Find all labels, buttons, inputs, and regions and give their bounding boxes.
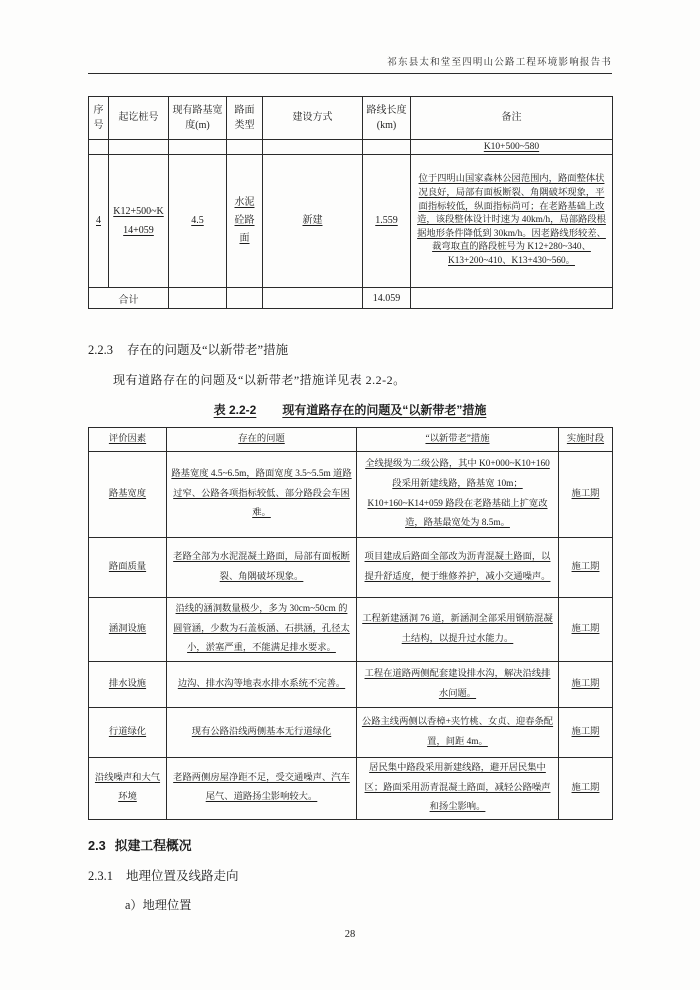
- empty-cell: [109, 140, 169, 155]
- cell-problem: 老路两侧房屋净距不足，受交通噪声、汽车尾气、道路扬尘影响较大。: [167, 758, 357, 820]
- cell-remark: 位于四明山国家森林公园范围内，路面整体状况良好，局部有面板断裂、角隅破坏现象，平面指标较低，纵面指标尚可；在老路基础上改造，该段整体设计时速为 40km/h，局部路段根据地形条件降低到 30km/h。因老路线形较差、裁弯取直的路段桩号为 K12+280~340、K13+200~410、K13+430~560。: [411, 155, 613, 288]
- cell-pavement: 水泥砼路面: [227, 155, 263, 288]
- section-heading-231: [88, 866, 612, 884]
- table2-caption: [88, 401, 612, 418]
- cell-problem: 路基宽度 4.5~6.5m，路面宽度 3.5~5.5m 道路过窄、公路各项指标较低、部分路段会车困难。: [167, 452, 357, 538]
- carryover-remark: K10+500~580: [411, 140, 613, 155]
- cell-problem: 边沟、排水沟等地表水排水系统不完善。: [167, 662, 357, 708]
- cell-factor: 行道绿化: [89, 708, 167, 758]
- cell-factor: 路基宽度: [89, 452, 167, 538]
- col-header-problem: 存在的问题: [167, 428, 357, 452]
- cell-period: 施工期: [559, 708, 613, 758]
- section-number: 2.3.1: [88, 868, 113, 883]
- cell-measure: 项目建成后路面全部改为沥青混凝土路面，以提升舒适度，便于维修养护，减小交通噪声。: [357, 538, 559, 598]
- col-header-build: 建设方式: [263, 97, 363, 140]
- table-row: [89, 598, 613, 662]
- cell-period: 施工期: [559, 662, 613, 708]
- cell-factor: 涵洞设施: [89, 598, 167, 662]
- table-row: [89, 538, 613, 598]
- empty-cell: [89, 140, 109, 155]
- cell-factor: 排水设施: [89, 662, 167, 708]
- table1-carryover-row: [89, 140, 613, 155]
- section-number: 2.3: [88, 837, 106, 853]
- cell-problem: 现有公路沿线两侧基本无行道绿化: [167, 708, 357, 758]
- table1-row-4: [89, 155, 613, 288]
- table1-header-row: [89, 97, 613, 140]
- section-heading-223: [88, 340, 612, 358]
- col-header-remark: 备注: [411, 97, 613, 140]
- section-title: 地理位置及线路走向: [126, 868, 239, 883]
- cell-width: 4.5: [169, 155, 227, 288]
- col-header-period: 实施时段: [559, 428, 613, 452]
- header-rule: [88, 73, 612, 74]
- problems-measures-table: [88, 427, 613, 820]
- table2-caption-title: 现有道路存在的问题及“以新带老”措施: [282, 403, 487, 417]
- section-title: 存在的问题及“以新带老”措施: [127, 343, 289, 357]
- body-paragraph: 现有道路存在的问题及“以新带老”措施详见表 2.2-2。: [113, 373, 406, 387]
- col-header-seq: 序号: [89, 97, 109, 140]
- road-section-table: [88, 96, 613, 309]
- table-row: [89, 708, 613, 758]
- empty-cell: [263, 140, 363, 155]
- empty-cell: [227, 288, 263, 309]
- cell-period: 施工期: [559, 598, 613, 662]
- section-title: 拟建工程概况: [114, 837, 192, 853]
- col-header-measure: “以新带老”措施: [357, 428, 559, 452]
- empty-cell: [169, 140, 227, 155]
- cell-build: 新建: [263, 155, 363, 288]
- empty-cell: [227, 140, 263, 155]
- empty-cell: [169, 288, 227, 309]
- cell-stake: K12+500~K14+059: [109, 155, 169, 288]
- cell-measure: 公路主线两侧以香樟+夹竹桃、女贞、迎春条配置，间距 4m。: [357, 708, 559, 758]
- col-header-factor: 评价因素: [89, 428, 167, 452]
- cell-problem: 老路全部为水泥混凝土路面，局部有面板断裂、角隅破坏现象。: [167, 538, 357, 598]
- total-length: 14.059: [363, 288, 411, 309]
- total-label: 合计: [89, 288, 169, 309]
- page-number: 28: [344, 929, 356, 940]
- page-header-title: 祁东县太和堂至四明山公路工程环境影响报告书: [387, 58, 612, 68]
- table-row: [89, 452, 613, 538]
- cell-length: 1.559: [363, 155, 411, 288]
- cell-problem: 沿线的涵洞数量极少，多为 30cm~50cm 的圆管涵，少数为石盖板涵、石拱涵，孔径太小，淤塞严重，不能满足排水要求。: [167, 598, 357, 662]
- table2-caption-number: 表 2.2-2: [213, 403, 257, 417]
- cell-factor: 路面质量: [89, 538, 167, 598]
- cell-measure: 居民集中路段采用新建线路，避开居民集中区；路面采用沥青混凝土路面，减轻公路噪声和扬尘影响。: [357, 758, 559, 820]
- cell-period: 施工期: [559, 538, 613, 598]
- cell-measure: 工程在道路两侧配套建设排水沟，解决沿线排水问题。: [357, 662, 559, 708]
- empty-cell: [263, 288, 363, 309]
- table2-header-row: [89, 428, 613, 452]
- section-heading-23: [88, 835, 612, 854]
- cell-period: 施工期: [559, 758, 613, 820]
- empty-cell: [411, 288, 613, 309]
- empty-cell: [363, 140, 411, 155]
- col-header-length: 路线长度(km): [363, 97, 411, 140]
- cell-factor: 沿线噪声和大气环境: [89, 758, 167, 820]
- table-row: [89, 662, 613, 708]
- cell-period: 施工期: [559, 452, 613, 538]
- section-number: 2.2.3: [88, 343, 113, 357]
- table1-total-row: [89, 288, 613, 309]
- cell-measure: 全线提级为二级公路，其中 K0+000~K10+160 段采用新建线路，路基宽 10m；K10+160~K14+059 路段在老路基础上扩宽改造，路基最宽处为 8.5m。: [357, 452, 559, 538]
- col-header-pavement: 路面类型: [227, 97, 263, 140]
- col-header-width: 现有路基宽度(m): [169, 97, 227, 140]
- col-header-stake: 起讫桩号: [109, 97, 169, 140]
- table-row: [89, 758, 613, 820]
- list-item-a: a）地理位置: [125, 897, 192, 912]
- cell-measure: 工程新建涵洞 76 道，新涵洞全部采用钢筋混凝土结构，以提升过水能力。: [357, 598, 559, 662]
- cell-seq: 4: [89, 155, 109, 288]
